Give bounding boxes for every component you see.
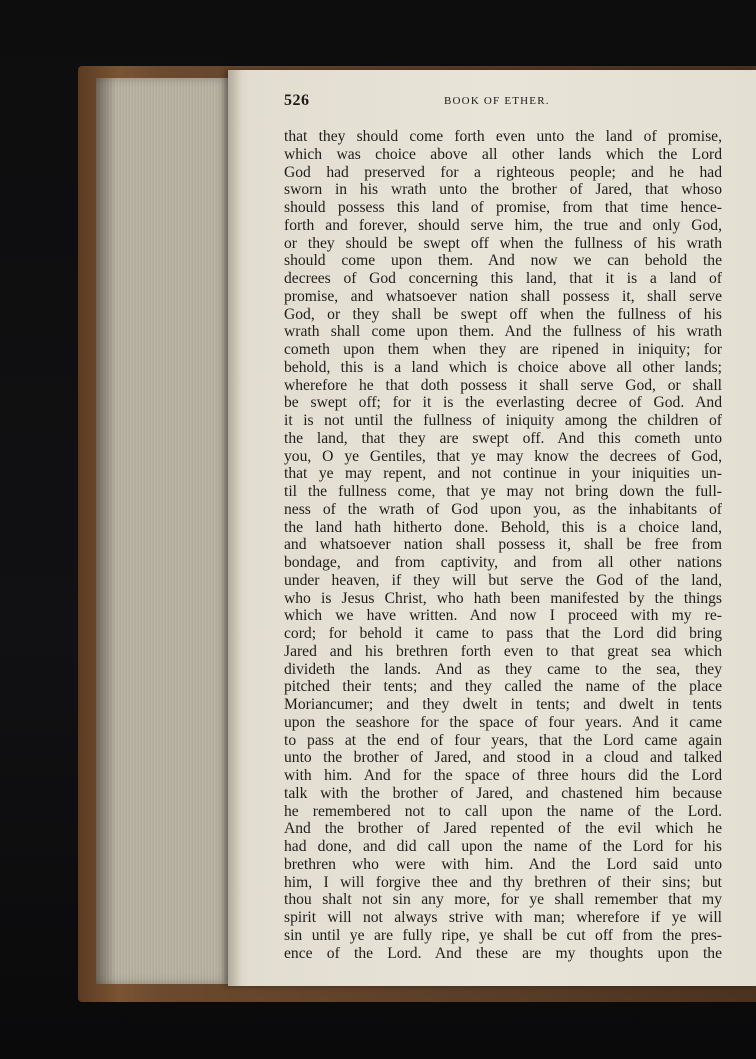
text-line: decrees of God concerning this land, that it is a land of (284, 270, 722, 287)
text-line: be swept off; for it is the everlasting decree of God. And (284, 394, 722, 412)
text-line: pitched their tents; and they called the name of the place (284, 678, 722, 696)
text-line: Jared and his brethren forth even to that great sea which (284, 642, 722, 660)
text-line: upon the seashore for the space of four years. And it came (284, 713, 722, 731)
text-line: cord; for behold it came to pass that the Lord did bring (284, 625, 722, 642)
text-line: he remembered not to call upon the name of the Lord. (284, 802, 722, 820)
text-line: him, I will forgive thee and thy brethren of their sins; but (284, 873, 722, 891)
text-line: behold, this is a land which is choice above all other lands; (284, 358, 722, 376)
text-line: brethren who were with him. And the Lord said unto (284, 855, 722, 873)
text-line: with him. And for the space of three hours did the Lord (284, 767, 722, 784)
text-line: sworn in his wrath unto the brother of Jared, that whoso (284, 181, 722, 199)
text-line: you, O ye Gentiles, that ye may know the decrees of God, (284, 447, 722, 465)
text-line: should come upon them. And now we can behold the (284, 252, 722, 270)
text-line: and whatsoever nation shall possess it, shall be free from (284, 536, 722, 554)
text-line: that they should come forth even unto the land of promise, (284, 128, 722, 145)
page-edges (96, 78, 232, 984)
text-line: had done, and did call upon the name of the Lord for his (284, 838, 722, 855)
page-gutter (228, 70, 242, 986)
text-line: which was choice above all other lands which the Lord (284, 145, 722, 163)
text-line: promise, and whatsoever nation shall possess it, shall serve (284, 287, 722, 305)
page-edge-shadow (96, 78, 116, 984)
text-line: ness of the wrath of God upon you, as the inhabitants of (284, 500, 722, 518)
text-line: Moriancumer; and they dwelt in tents; and dwelt in tents (284, 696, 722, 713)
text-line: And the brother of Jared repented of the evil which he (284, 820, 722, 838)
text-line: wherefore he that doth possess it shall serve God, or shall (284, 376, 722, 394)
text-line: which we have written. And now I proceed with my re- (284, 607, 722, 625)
text-line: that ye may repent, and not continue in your iniquities un- (284, 465, 722, 483)
text-line: thou shalt not sin any more, for ye shall remember that my (284, 891, 722, 909)
text-line: spirit will not always strive with man; wherefore if ye will (284, 909, 722, 926)
text-line: talk with the brother of Jared, and chastened him because (284, 784, 722, 802)
text-line: should possess this land of promise, from that time hence- (284, 199, 722, 216)
text-line: who is Jesus Christ, who hath been manifested by the things (284, 589, 722, 607)
text-line: til the fullness come, that ye may not bring down the full- (284, 483, 722, 500)
text-line: bondage, and from captivity, and from all other nations (284, 554, 722, 571)
text-line: forth and forever, should serve him, the true and only God, (284, 216, 722, 234)
text-line: or they should be swept off when the fullness of his wrath (284, 234, 722, 252)
text-line: God had preserved for a righteous people; and he had (284, 163, 722, 181)
page-header (284, 92, 722, 116)
text-line: under heaven, if they will but serve the God of the land, (284, 571, 722, 589)
text-line: the land, that they are swept off. And this cometh unto (284, 429, 722, 447)
text-line: God, or they shall be swept off when the fullness of his (284, 305, 722, 323)
text-line: ence of the Lord. And these are my thoughts upon the (284, 944, 722, 962)
text-line: divideth the lands. And as they came to the sea, they (284, 660, 722, 678)
page-number: 526 (284, 92, 310, 109)
running-head: BOOK OF ETHER. (444, 95, 550, 107)
text-line: it is not until the fullness of iniquity among the children of (284, 412, 722, 429)
text-line: wrath shall come upon them. And the fullness of his wrath (284, 323, 722, 341)
body-text (284, 128, 722, 962)
text-line: unto the brother of Jared, and stood in a cloud and talked (284, 749, 722, 767)
text-line: to pass at the end of four years, that the Lord came again (284, 731, 722, 749)
text-line: sin until ye are fully ripe, ye shall be cut off from the pres- (284, 926, 722, 944)
text-line: the land hath hitherto done. Behold, this is a choice land, (284, 518, 722, 536)
text-line: cometh upon them when they are ripened in iniquity; for (284, 341, 722, 358)
